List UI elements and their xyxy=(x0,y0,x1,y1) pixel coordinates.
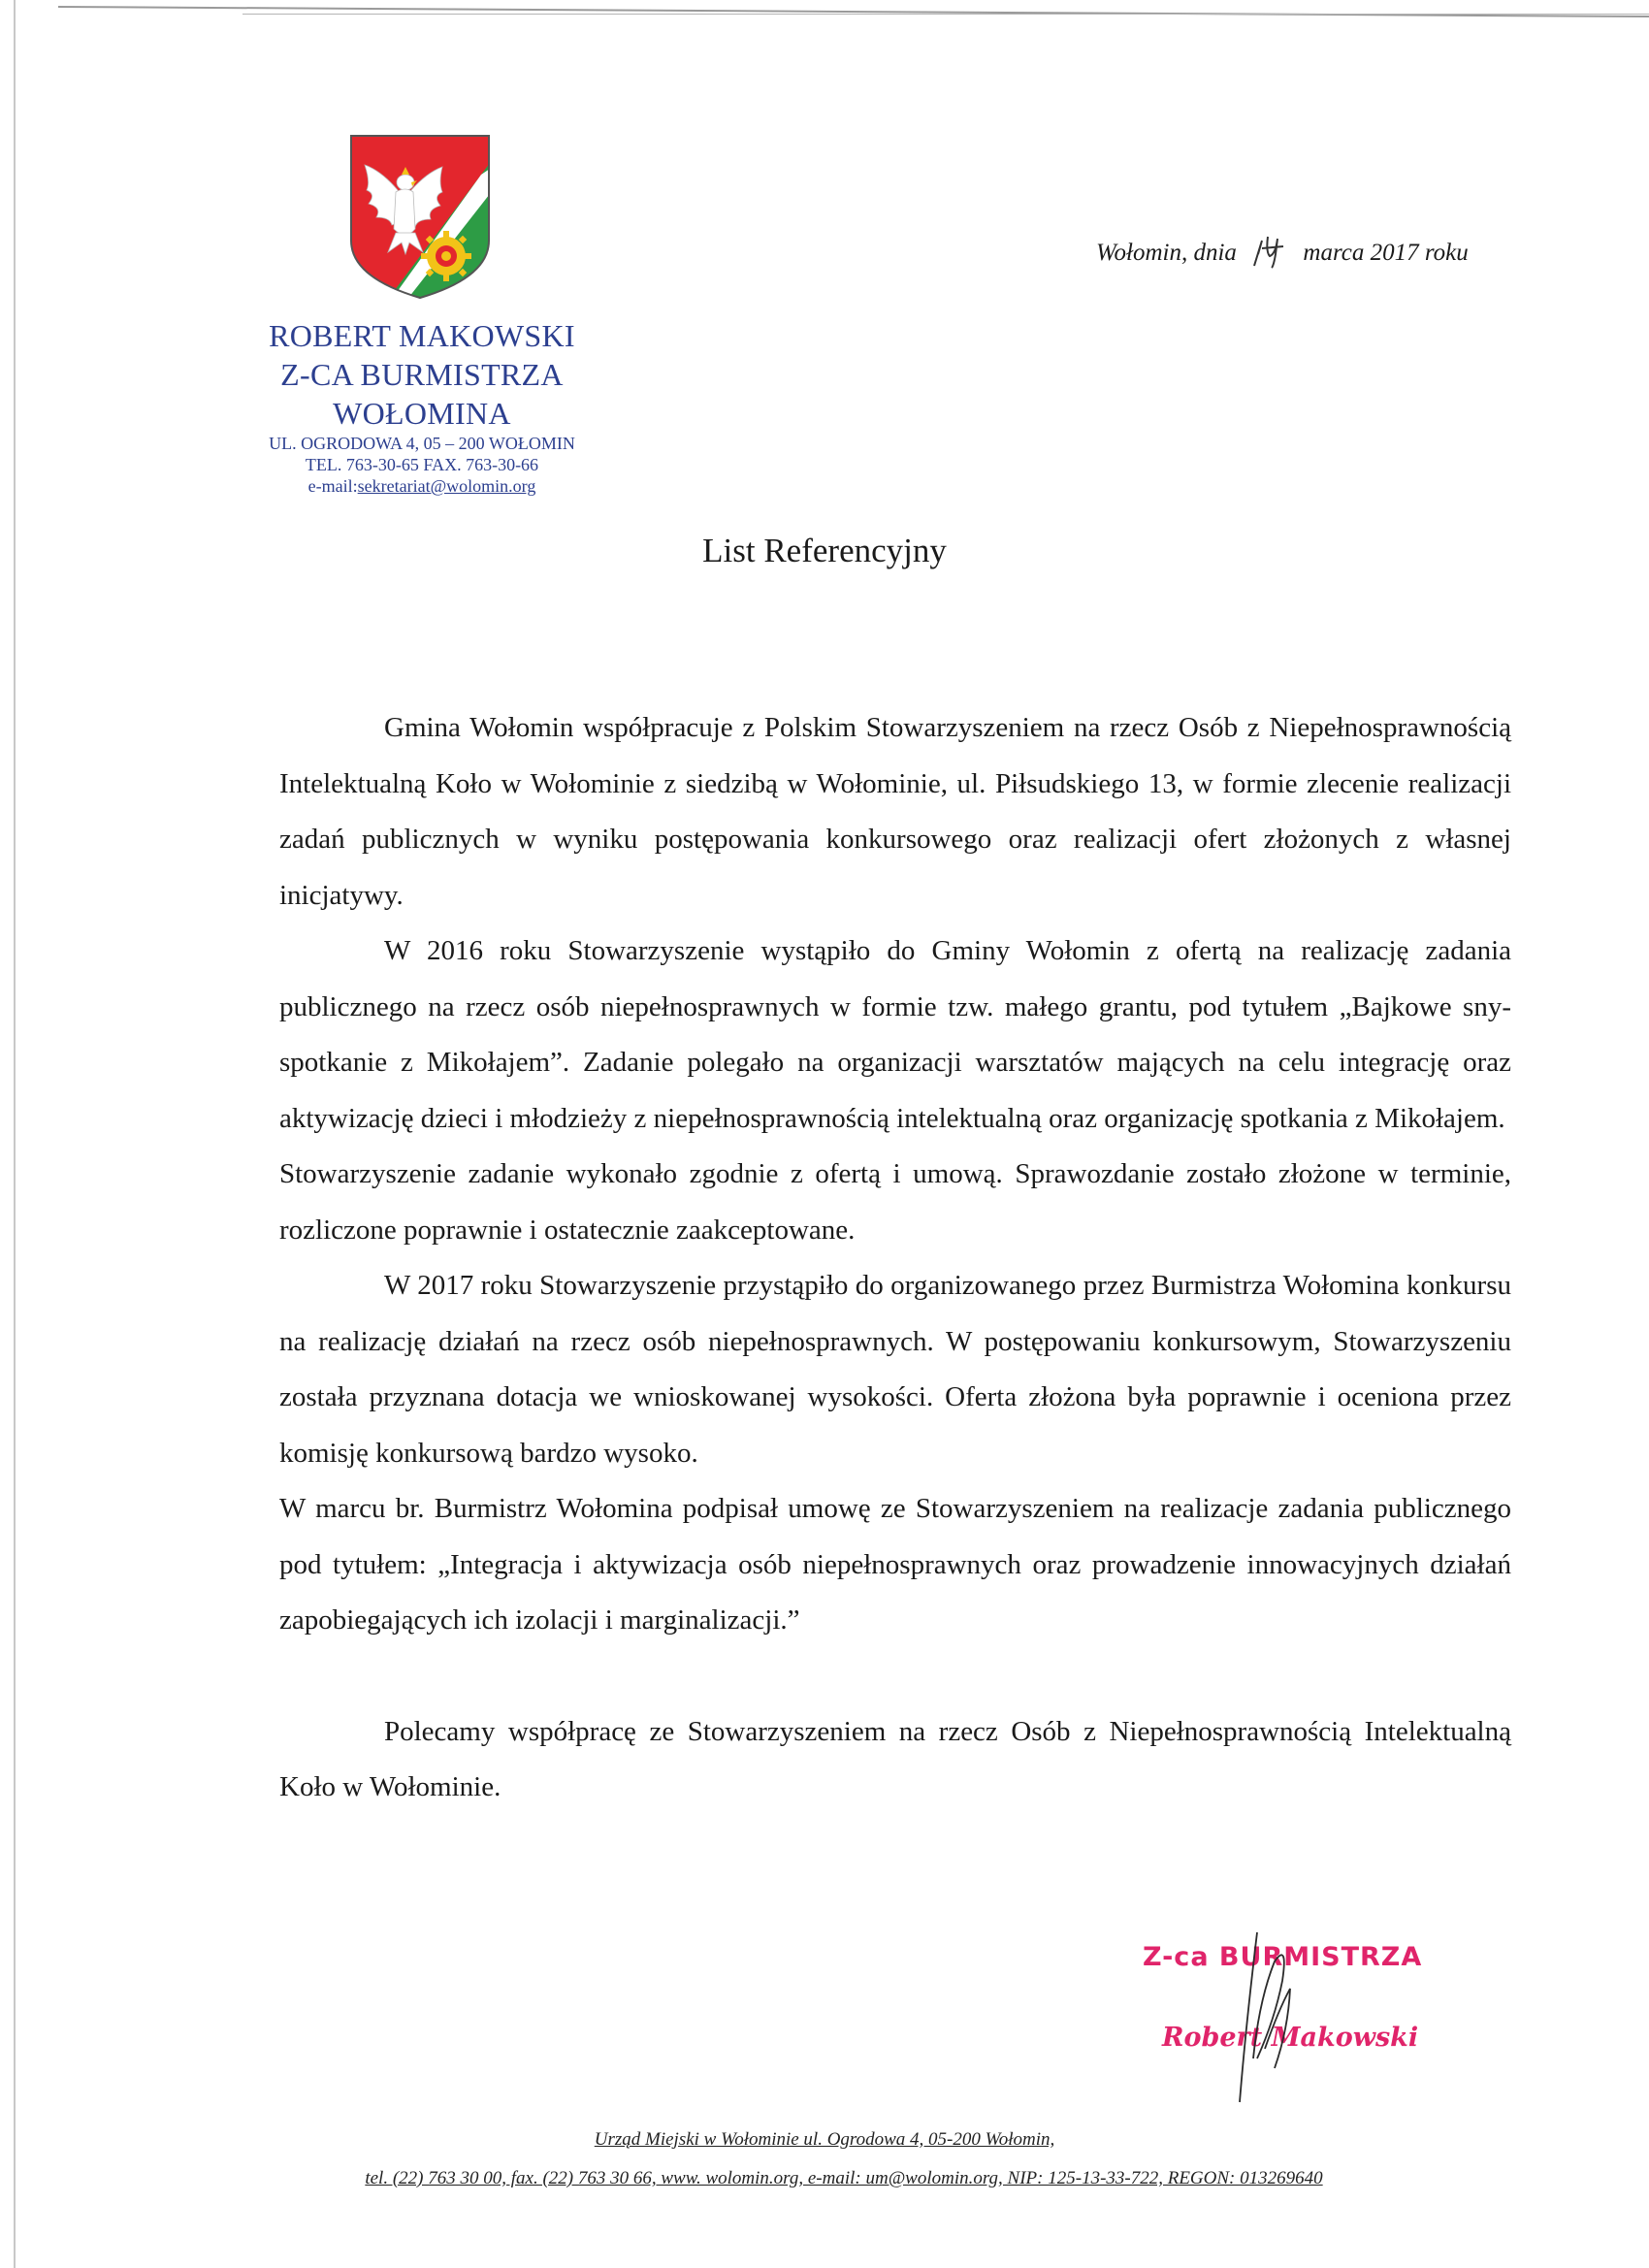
paragraph: Polecamy współpracę ze Stowarzyszeniem na rzecz Osób z Niepełnosprawnością Intelektualną Koło w Wołominie. xyxy=(279,1715,1511,1802)
sender-email-label: e-mail: xyxy=(307,476,358,496)
sender-position-city: WOŁOMINA xyxy=(333,396,511,431)
scan-edge-line xyxy=(242,14,1649,15)
page-footer xyxy=(0,2121,1649,2198)
footer-contact: tel. (22) 763 30 00, fax. (22) 763 30 66, www. wolomin.org, e-mail: um@wolomin.org, NIP: 125-13-33-722, REGON: 013269640 xyxy=(365,2168,1323,2188)
coat-of-arms-icon xyxy=(347,132,493,302)
signature-icon xyxy=(1181,1913,1375,2107)
sender-name: ROBERT MAKOWSKI xyxy=(269,318,575,353)
letter-body xyxy=(279,700,1511,1816)
paragraph: W 2016 roku Stowarzyszenie wystąpiło do Gminy Wołomin z ofertą na realizację zadania publicznego na rzecz osób niepełnosprawnych w formie tzw. małego grantu, pod tytułem „Bajkowe sny-spotkanie z Mikołajem”. Zadanie polegało na organizacji warsztatów mających na celu integrację oraz aktywizację dzieci i młodzieży z niepełnosprawnością intelektualną oraz organizację spotkania z Mikołajem. xyxy=(279,935,1511,1134)
scan-edge-line xyxy=(58,6,1649,17)
paragraph: Stowarzyszenie zadanie wykonało zgodnie z ofertą i umową. Sprawozdanie zostało złożone w terminie, rozliczone poprawnie i ostatecznie zaakceptowane. xyxy=(279,1158,1511,1246)
footer-address: Urząd Miejski w Wołominie ul. Ogrodowa 4, 05-200 Wołomin, xyxy=(594,2129,1055,2150)
date-prefix: Wołomin, dnia xyxy=(1096,240,1237,266)
sender-letterhead xyxy=(213,316,630,497)
letter-date xyxy=(1096,233,1469,270)
date-suffix: marca 2017 roku xyxy=(1303,240,1469,266)
sender-phone: TEL. 763-30-65 FAX. 763-30-66 xyxy=(305,455,539,474)
stamp-name: Robert Makowski xyxy=(1162,2023,1419,2053)
sender-email-line xyxy=(213,475,630,497)
sender-email-link[interactable]: sekretariat@wolomin.org xyxy=(357,476,536,496)
scan-edge-line xyxy=(14,0,16,2268)
sender-position: Z-CA BURMISTRZA xyxy=(280,357,564,392)
stamp-title: Z-ca BURMISTRZA xyxy=(1143,1942,1423,1972)
paragraph: W marcu br. Burmistrz Wołomina podpisał umowę ze Stowarzyszeniem na realizacje zadania publicznego pod tytułem: „Integracja i aktywizacja osób niepełnosprawnych oraz prowadzenie innowacyjnych działań zapobiegających ich izolacji i marginalizacji.” xyxy=(279,1493,1511,1636)
handwritten-day-icon xyxy=(1243,233,1297,270)
document-title: List Referencyjny xyxy=(702,532,947,569)
sender-address: UL. OGRODOWA 4, 05 – 200 WOŁOMIN xyxy=(269,434,575,453)
paragraph: W 2017 roku Stowarzyszenie przystąpiło do organizowanego przez Burmistrza Wołomina konkursu na realizację działań na rzecz osób niepełnosprawnych. W postępowaniu konkursowym, Stowarzyszeniu została przyznana dotacja we wnioskowanej wysokości. Oferta złożona była poprawnie i oceniona przez komisję konkursową bardzo wysoko. xyxy=(279,1270,1511,1469)
paragraph: Gmina Wołomin współpracuje z Polskim Stowarzyszeniem na rzecz Osób z Niepełnosprawnością Intelektualną Koło w Wołominie z siedzibą w Wołominie, ul. Piłsudskiego 13, w formie zlecenie realizacji zadań publicznych w wyniku postępowania konkursowego oraz realizacji ofert złożonych z własnej inicjatywy. xyxy=(279,712,1511,911)
